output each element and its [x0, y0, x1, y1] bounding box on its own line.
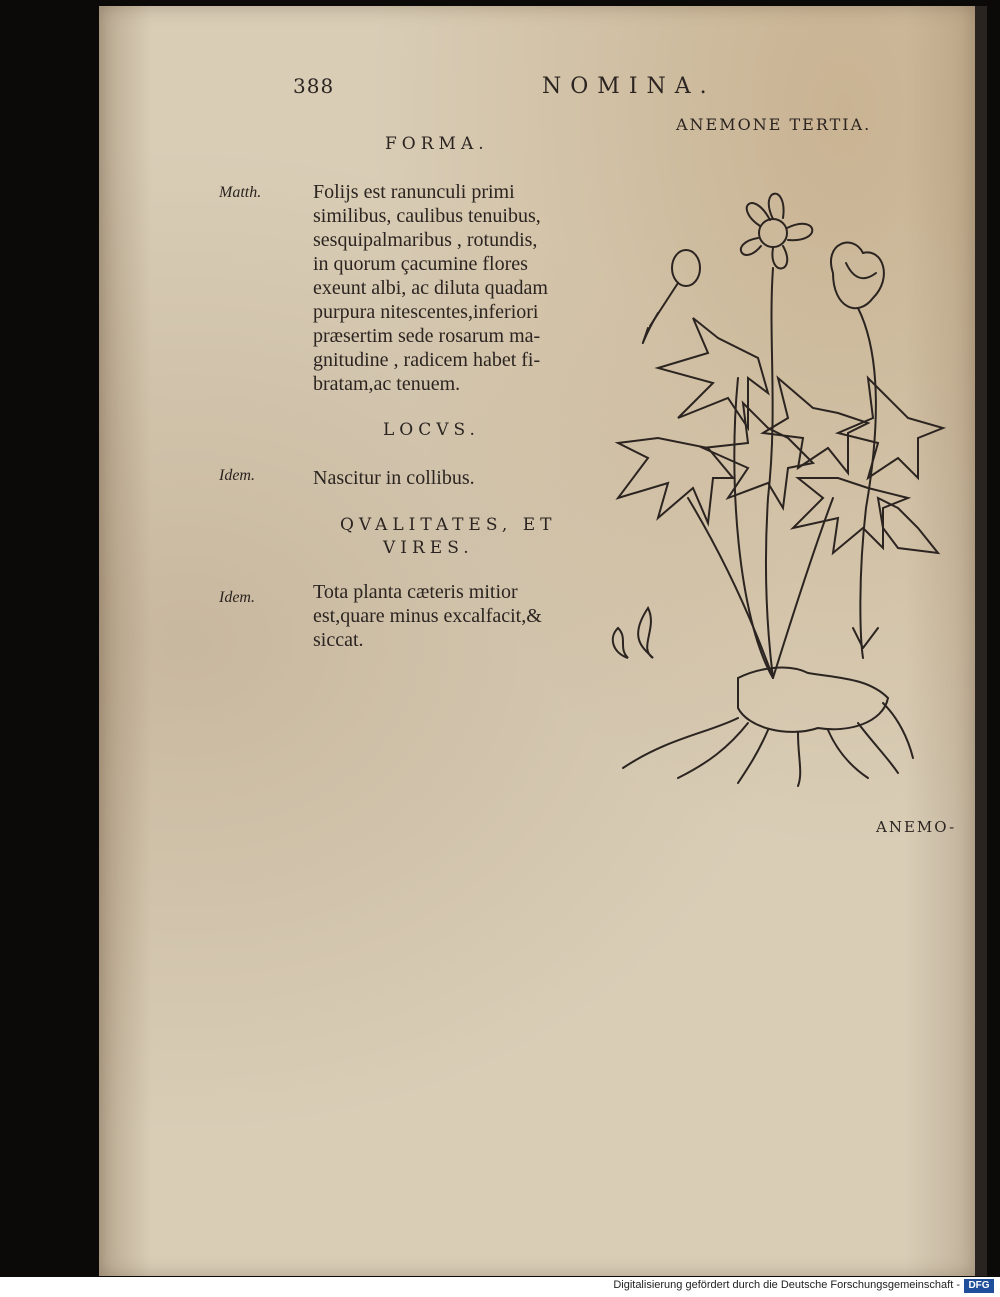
text-line: exeunt albi, ac diluta quadam [313, 277, 548, 299]
heading-vires: VIRES. [383, 538, 474, 558]
heading-forma: FORMA. [385, 134, 489, 154]
anemone-woodcut-illustration [598, 178, 948, 788]
text-line: similibus, caulibus tenuibus, [313, 205, 541, 227]
forma-text [313, 180, 548, 396]
text-line: Tota planta cæteris mitior [313, 581, 518, 603]
qualitates-text [313, 580, 542, 652]
page-number: 388 [293, 74, 335, 98]
stem [766, 268, 773, 678]
leaf [838, 378, 943, 478]
margin-note-idem: Idem. [219, 589, 255, 606]
text-line: bratam,ac tenuem. [313, 373, 461, 395]
text-line: est,quare minus excalfacit,& [313, 605, 542, 627]
text-line: purpura nitescentes,inferiori [313, 301, 539, 323]
leaf [763, 378, 868, 473]
text-line: siccat. [313, 629, 364, 651]
leaf [793, 478, 908, 553]
heading-qualitates: QVALITATES, ET [340, 515, 557, 535]
flower-center [759, 219, 787, 247]
cup-flower-detail [846, 263, 876, 278]
text-line: gnitudine , radicem habet fi- [313, 349, 541, 371]
plant-name-caption: ANEMONE TERTIA. [676, 115, 872, 134]
locus-text [313, 466, 475, 490]
footer-credit: Digitalisierung gefördert durch die Deutsche Forschungsgemeinschaft - [613, 1279, 960, 1291]
heading-locus: LOCVS. [383, 420, 480, 440]
flower-petals [741, 194, 812, 269]
stem [858, 308, 876, 658]
page-edge [975, 6, 987, 1276]
leaf [703, 403, 813, 508]
seed-fragment [613, 628, 628, 658]
catchword: ANEMO- [876, 818, 957, 836]
text-line: Nascitur in collibus. [313, 467, 475, 489]
shoot [853, 628, 878, 648]
margin-note-idem: Idem. [219, 467, 255, 484]
footer-bar [0, 1277, 1000, 1297]
text-line: sesquipalmaribus , rotundis, [313, 229, 538, 251]
dfg-logo: DFG [964, 1279, 994, 1293]
text-line: præsertim sede rosarum ma- [313, 325, 541, 347]
running-title: NOMINA. [542, 74, 716, 99]
leaf [618, 438, 733, 523]
seed-fragment [638, 608, 653, 658]
cup-flower [831, 243, 884, 309]
roots [623, 703, 913, 786]
seed-head-stem [650, 283, 678, 326]
margin-note-matth: Matth. [219, 184, 262, 201]
rhizome [738, 668, 888, 732]
seed-head [672, 250, 700, 286]
text-line: Folijs est ranunculi primi [313, 181, 515, 203]
text-line: in quorum çacumine flores [313, 253, 528, 275]
